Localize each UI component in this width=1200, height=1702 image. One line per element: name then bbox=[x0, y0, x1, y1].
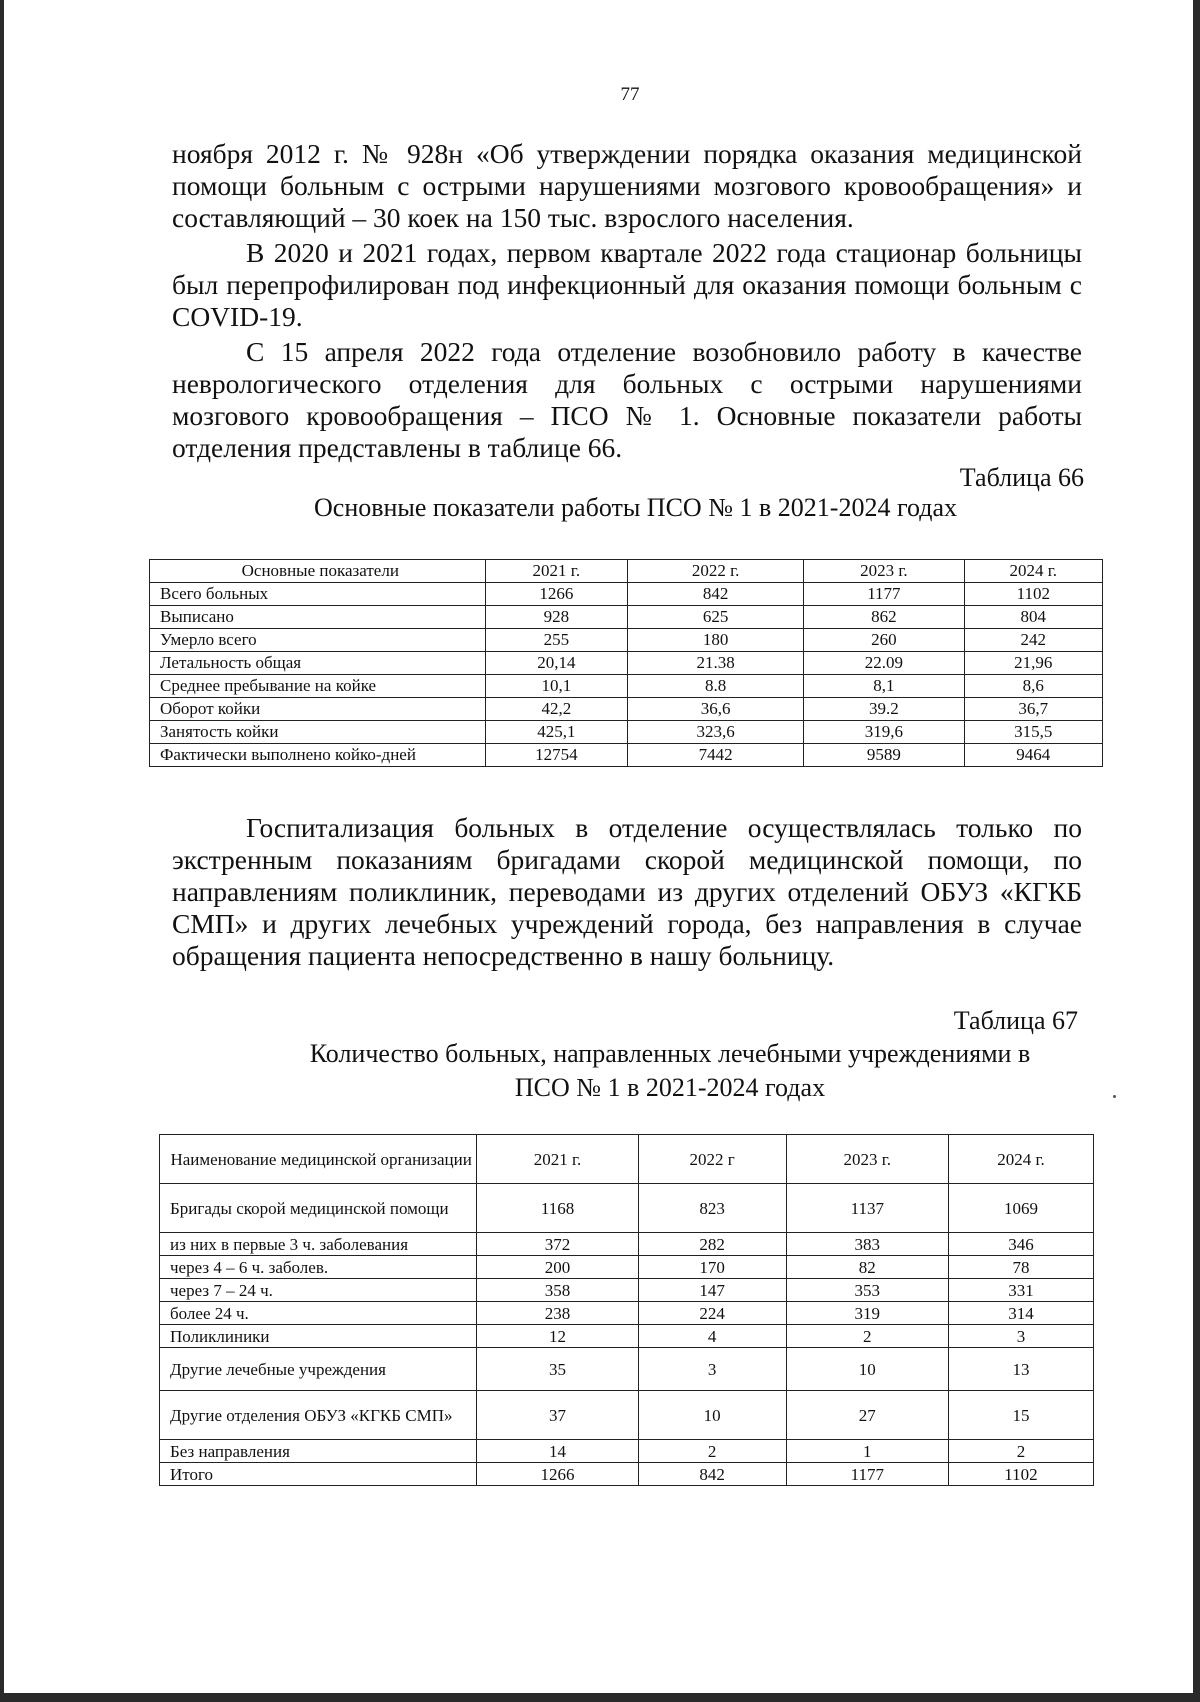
paragraph-4: Госпитализация больных в отделение осуществлялась только по экстренным показаниям бригадами скорой медицинской помощи, по направлениям поликлиник, переводами из других отделений ОБУЗ «КГКБ СМП» и других лечебных учреждений города, без направления в случае обращения пациента непосредственно в нашу больницу. bbox=[172, 812, 1082, 971]
cell: 282 bbox=[638, 1233, 786, 1256]
cell: 862 bbox=[804, 606, 964, 629]
cell: 42,2 bbox=[485, 698, 627, 721]
row-label: Умерло всего bbox=[150, 629, 486, 652]
header-cell: Основные показатели bbox=[150, 560, 486, 583]
paragraph-3: С 15 апреля 2022 года отделение возобновило работу в качестве неврологического отделения для больных с острыми нарушениями мозгового кровообращения – ПСО № 1. Основные показатели работы отделения представлены в таблице 66. bbox=[172, 336, 1082, 463]
table-row bbox=[160, 1348, 1094, 1391]
cell: 260 bbox=[804, 629, 964, 652]
cell: 625 bbox=[628, 606, 804, 629]
page-number: 77 bbox=[620, 84, 640, 105]
cell: 35 bbox=[477, 1348, 638, 1391]
row-label: Другие лечебные учреждения bbox=[160, 1348, 477, 1391]
table-row bbox=[160, 1233, 1094, 1256]
table-header-row bbox=[160, 1135, 1094, 1184]
cell: 1102 bbox=[948, 1463, 1093, 1486]
table-row bbox=[150, 583, 1103, 606]
cell: 20,14 bbox=[485, 652, 627, 675]
table-row bbox=[160, 1391, 1094, 1440]
cell: 8,6 bbox=[964, 675, 1102, 698]
table-row bbox=[150, 744, 1103, 767]
cell: 180 bbox=[628, 629, 804, 652]
cell: 21.38 bbox=[628, 652, 804, 675]
cell: 22.09 bbox=[804, 652, 964, 675]
row-label: Среднее пребывание на койке bbox=[150, 675, 486, 698]
table-67 bbox=[159, 1134, 1094, 1486]
cell: 36,6 bbox=[628, 698, 804, 721]
header-cell: 2022 г. bbox=[628, 560, 804, 583]
scan-border-left bbox=[0, 0, 4, 1702]
cell: 10,1 bbox=[485, 675, 627, 698]
cell: 21,96 bbox=[964, 652, 1102, 675]
cell: 319,6 bbox=[804, 721, 964, 744]
row-label: из них в первые 3 ч. заболевания bbox=[160, 1233, 477, 1256]
cell: 383 bbox=[786, 1233, 948, 1256]
cell: 331 bbox=[948, 1279, 1093, 1302]
table-row bbox=[150, 629, 1103, 652]
row-label: Занятость койки bbox=[150, 721, 486, 744]
table-row bbox=[160, 1440, 1094, 1463]
table-row bbox=[160, 1302, 1094, 1325]
row-label: через 4 – 6 ч. заболев. bbox=[160, 1256, 477, 1279]
row-label: более 24 ч. bbox=[160, 1302, 477, 1325]
cell: 928 bbox=[485, 606, 627, 629]
cell: 3 bbox=[948, 1325, 1093, 1348]
cell: 7442 bbox=[628, 744, 804, 767]
table-row bbox=[160, 1463, 1094, 1486]
cell: 200 bbox=[477, 1256, 638, 1279]
cell: 823 bbox=[638, 1184, 786, 1233]
table-row bbox=[160, 1184, 1094, 1233]
cell: 2 bbox=[786, 1325, 948, 1348]
header-cell: 2021 г. bbox=[477, 1135, 638, 1184]
cell: 1177 bbox=[786, 1463, 948, 1486]
cell: 78 bbox=[948, 1256, 1093, 1279]
cell: 1266 bbox=[477, 1463, 638, 1486]
table-row bbox=[150, 698, 1103, 721]
row-label: Фактически выполнено койко-дней bbox=[150, 744, 486, 767]
table-67-title bbox=[270, 1037, 1070, 1105]
table-67-title-line-1: Количество больных, направленных лечебными учреждениями в bbox=[309, 1039, 1031, 1068]
cell: 10 bbox=[786, 1348, 948, 1391]
table-row bbox=[160, 1325, 1094, 1348]
cell: 170 bbox=[638, 1256, 786, 1279]
cell: 14 bbox=[477, 1440, 638, 1463]
row-label: Всего больных bbox=[150, 583, 486, 606]
header-cell: 2024 г. bbox=[964, 560, 1102, 583]
scan-border-right bbox=[1193, 0, 1200, 1702]
cell: 12754 bbox=[485, 744, 627, 767]
cell: 238 bbox=[477, 1302, 638, 1325]
cell: 2 bbox=[948, 1440, 1093, 1463]
cell: 804 bbox=[964, 606, 1102, 629]
cell: 15 bbox=[948, 1391, 1093, 1440]
cell: 1137 bbox=[786, 1184, 948, 1233]
cell: 842 bbox=[628, 583, 804, 606]
cell: 147 bbox=[638, 1279, 786, 1302]
table-row bbox=[150, 675, 1103, 698]
cell: 425,1 bbox=[485, 721, 627, 744]
cell: 1069 bbox=[948, 1184, 1093, 1233]
cell: 82 bbox=[786, 1256, 948, 1279]
cell: 36,7 bbox=[964, 698, 1102, 721]
cell: 2 bbox=[638, 1440, 786, 1463]
table-66-label: Таблица 66 bbox=[959, 463, 1084, 492]
row-label: Бригады скорой медицинской помощи bbox=[160, 1184, 477, 1233]
table-row bbox=[160, 1256, 1094, 1279]
cell: 37 bbox=[477, 1391, 638, 1440]
cell: 224 bbox=[638, 1302, 786, 1325]
cell: 1102 bbox=[964, 583, 1102, 606]
scan-border-bottom bbox=[0, 1693, 1200, 1702]
row-label: Летальность общая bbox=[150, 652, 486, 675]
cell: 319 bbox=[786, 1302, 948, 1325]
cell: 3 bbox=[638, 1348, 786, 1391]
header-cell: 2024 г. bbox=[948, 1135, 1093, 1184]
cell: 4 bbox=[638, 1325, 786, 1348]
table-header-row bbox=[150, 560, 1103, 583]
row-label: Оборот койки bbox=[150, 698, 486, 721]
cell: 1266 bbox=[485, 583, 627, 606]
cell: 353 bbox=[786, 1279, 948, 1302]
table-row bbox=[150, 652, 1103, 675]
cell: 242 bbox=[964, 629, 1102, 652]
header-cell: 2023 г. bbox=[804, 560, 964, 583]
cell: 9589 bbox=[804, 744, 964, 767]
cell: 358 bbox=[477, 1279, 638, 1302]
cell: 1177 bbox=[804, 583, 964, 606]
cell: 346 bbox=[948, 1233, 1093, 1256]
row-label: Итого bbox=[160, 1463, 477, 1486]
cell: 315,5 bbox=[964, 721, 1102, 744]
header-cell: 2021 г. bbox=[485, 560, 627, 583]
cell: 12 bbox=[477, 1325, 638, 1348]
scan-speck bbox=[1113, 1095, 1116, 1098]
row-label: Без направления bbox=[160, 1440, 477, 1463]
header-cell: 2023 г. bbox=[786, 1135, 948, 1184]
cell: 9464 bbox=[964, 744, 1102, 767]
header-cell: Наименование медицинской организации bbox=[160, 1135, 477, 1184]
cell: 8,1 bbox=[804, 675, 964, 698]
cell: 8.8 bbox=[628, 675, 804, 698]
cell: 1 bbox=[786, 1440, 948, 1463]
row-label: Другие отделения ОБУЗ «КГКБ СМП» bbox=[160, 1391, 477, 1440]
table-row bbox=[150, 721, 1103, 744]
table-66-title: Основные показатели работы ПСО № 1 в 2021-2024 годах bbox=[314, 493, 957, 522]
paragraph-1: ноября 2012 г. № 928н «Об утверждении порядка оказания медицинской помощи больным с острыми нарушениями мозгового кровообращения» и составляющий – 30 коек на 150 тыс. взрослого населения. bbox=[172, 138, 1082, 233]
paragraph-2: В 2020 и 2021 годах, первом квартале 2022 года стационар больницы был перепрофилирован под инфекционный для оказания помощи больным с COVID-19. bbox=[172, 237, 1082, 332]
table-row bbox=[150, 606, 1103, 629]
cell: 27 bbox=[786, 1391, 948, 1440]
cell: 1168 bbox=[477, 1184, 638, 1233]
table-row bbox=[160, 1279, 1094, 1302]
cell: 13 bbox=[948, 1348, 1093, 1391]
cell: 314 bbox=[948, 1302, 1093, 1325]
cell: 10 bbox=[638, 1391, 786, 1440]
cell: 39.2 bbox=[804, 698, 964, 721]
row-label: Выписано bbox=[150, 606, 486, 629]
row-label: Поликлиники bbox=[160, 1325, 477, 1348]
cell: 255 bbox=[485, 629, 627, 652]
cell: 372 bbox=[477, 1233, 638, 1256]
row-label: через 7 – 24 ч. bbox=[160, 1279, 477, 1302]
header-cell: 2022 г bbox=[638, 1135, 786, 1184]
table-67-title-line-2: ПСО № 1 в 2021-2024 годах bbox=[514, 1073, 826, 1102]
cell: 323,6 bbox=[628, 721, 804, 744]
table-66 bbox=[149, 559, 1103, 767]
cell: 842 bbox=[638, 1463, 786, 1486]
table-67-label: Таблица 67 bbox=[953, 1006, 1078, 1035]
